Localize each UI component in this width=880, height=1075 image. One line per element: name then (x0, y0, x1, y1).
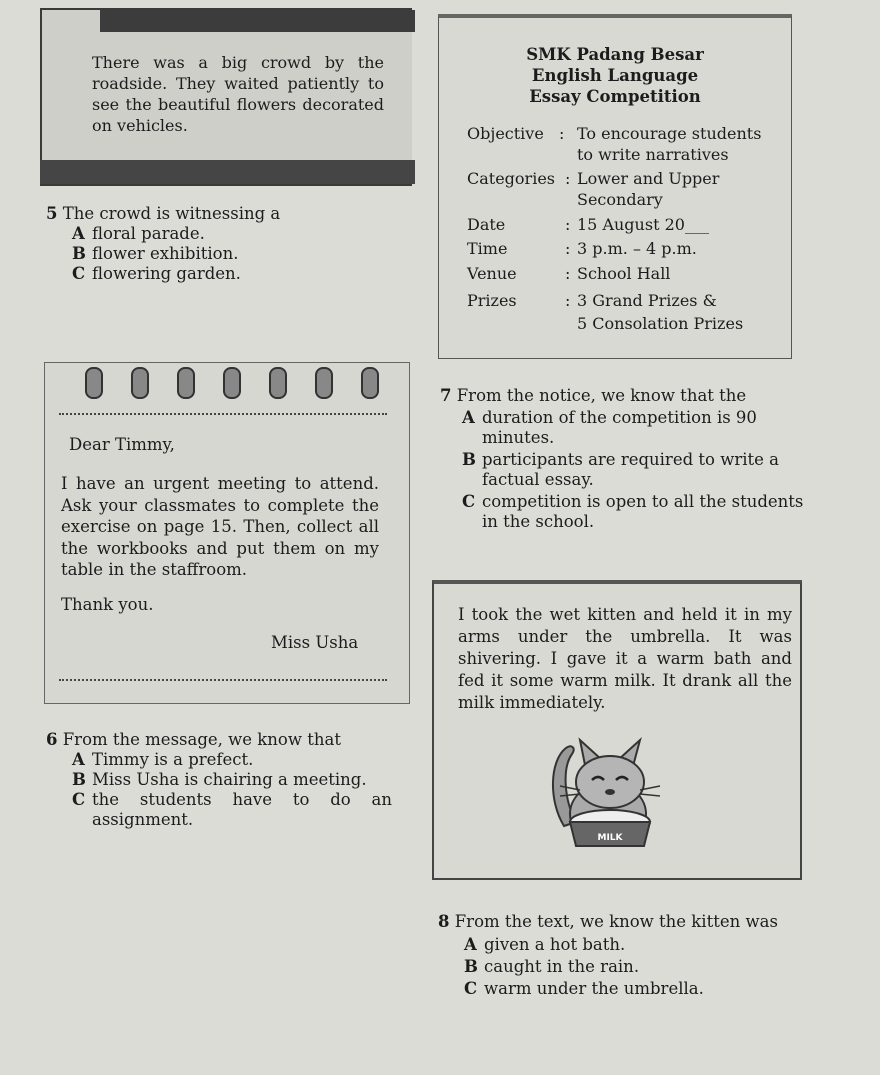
kitten-text: I took the wet kitten and held it in my arms under the umbrella. It was shivering. I gave it a warm bath and fed it some warm milk. It drank all the milk immediately. (458, 605, 792, 712)
q8-option-a[interactable]: A given a hot bath. (464, 935, 626, 954)
q8-option-b[interactable]: B caught in the rain. (464, 957, 640, 976)
q5-banner-text: There was a big crowd by the roadside. They waited patiently to see the beautiful flowers decorated on vehicles. (92, 53, 384, 135)
q5-option-a[interactable]: A floral parade. (72, 224, 205, 243)
notice-event: Essay Competition (529, 87, 701, 106)
memo-top-divider (59, 413, 387, 415)
memo-body: I have an urgent meeting to attend. Ask your classmates to complete the exercise on page 15. Then, collect all the workbooks and put them on my table in the staffroom. (61, 474, 379, 579)
q5-option-c[interactable]: C flowering garden. (72, 264, 241, 283)
q6-option-b[interactable]: B Miss Usha is chairing a meeting. (72, 770, 367, 789)
binder-ring (85, 367, 103, 399)
binder-ring (315, 367, 333, 399)
banner-bottom-stripe (40, 160, 415, 184)
binder-ring (269, 367, 287, 399)
binder-ring (361, 367, 379, 399)
q6-option-c[interactable]: C the students have to do an assignment. (72, 790, 392, 829)
q8-stem: From the text, we know the kitten was (454, 912, 778, 931)
q5-number: 5 (46, 204, 58, 223)
q8-option-c[interactable]: C warm under the umbrella. (464, 979, 704, 998)
question-6 (46, 730, 406, 830)
memo-thanks: Thank you. (61, 595, 154, 614)
question-5 (46, 204, 416, 284)
memo-note (44, 362, 410, 704)
question-7 (440, 386, 810, 532)
q6-option-a[interactable]: A Timmy is a prefect. (72, 750, 254, 769)
memo-greeting: Dear Timmy, (69, 435, 175, 454)
memo-bottom-divider (59, 679, 387, 681)
milk-label: MILK (597, 833, 623, 843)
binder-ring (177, 367, 195, 399)
q5-stem: The crowd is witnessing a (62, 204, 281, 223)
kitten-text-box (432, 580, 802, 880)
memo-signature: Miss Usha (271, 633, 359, 652)
question-8 (438, 912, 858, 1000)
competition-notice: SMK Padang Besar English Language Essay Competition Objective : To encourage students to write narratives Categories : Lower and Upper Secondary Date : 15 August 20___ Time : 3 p.m. – 4 p.m. Venue : School Hall Prizes : 3 Grand Prizes & 5 Consolation Prizes (438, 14, 792, 359)
q7-option-b[interactable]: B participants are required to write a factual essay. (462, 450, 779, 489)
binder-ring (223, 367, 241, 399)
q7-stem: From the notice, we know that the (456, 386, 747, 405)
q6-stem: From the message, we know that (62, 730, 341, 749)
q7-number: 7 (440, 386, 452, 405)
kitten-drinking-milk-illustration (546, 730, 686, 858)
q8-number: 8 (438, 912, 450, 931)
binder-ring (131, 367, 149, 399)
q7-option-c[interactable]: C competition is open to all the students in the school. (462, 492, 804, 531)
q7-option-a[interactable]: A duration of the competition is 90 minutes. (462, 408, 757, 447)
q5-option-b[interactable]: B flower exhibition. (72, 244, 239, 263)
notice-subject: English Language (531, 66, 699, 85)
notice-school: SMK Padang Besar (526, 45, 704, 64)
banner-top-stripe (100, 10, 415, 32)
q6-number: 6 (46, 730, 58, 749)
